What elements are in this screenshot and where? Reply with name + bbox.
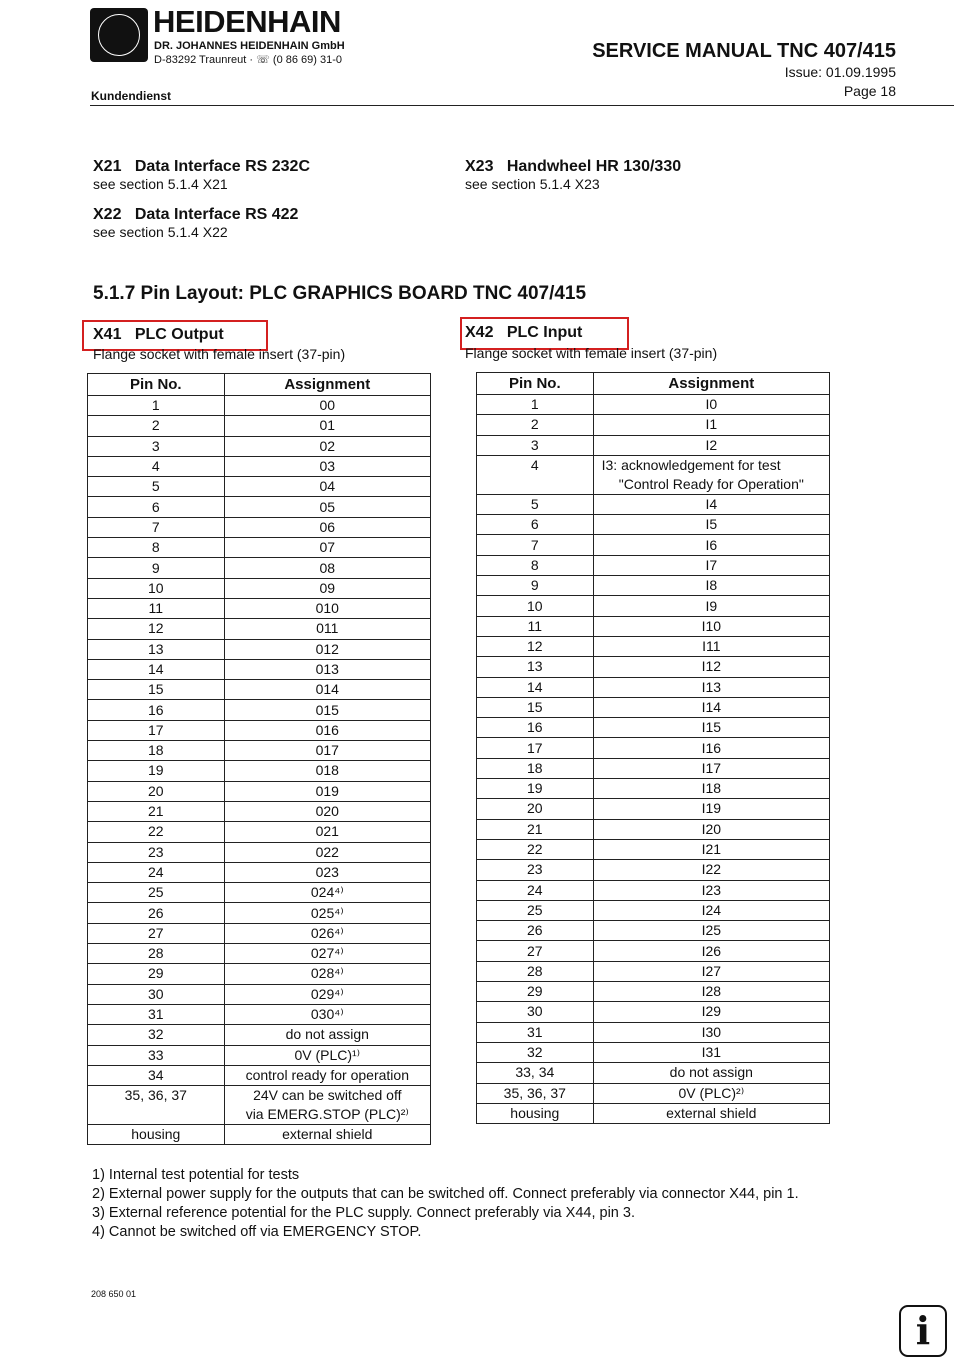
table-row <box>88 680 431 700</box>
assignment-cell: I21 <box>593 839 829 859</box>
table-row <box>88 1045 431 1065</box>
brand-name: HEIDENHAIN <box>153 4 341 39</box>
table-row <box>88 538 431 558</box>
table-row <box>88 822 431 842</box>
table-row <box>88 700 431 720</box>
table-row <box>88 903 431 923</box>
manual-title: SERVICE MANUAL TNC 407/415 <box>592 40 896 62</box>
assignment-cell: I12 <box>593 657 829 677</box>
issue-date: Issue: 01.09.1995 <box>784 64 896 80</box>
table-row <box>477 1022 830 1042</box>
table-row <box>88 741 431 761</box>
assignment-cell: 019 <box>224 781 430 801</box>
pin-cell: 5 <box>88 477 225 497</box>
assignment-cell: I27 <box>593 961 829 981</box>
pin-cell: 35, 36, 37 <box>477 1083 594 1103</box>
table-row <box>88 578 431 598</box>
table-row <box>88 1065 431 1085</box>
table-row <box>88 517 431 537</box>
pin-cell: 27 <box>88 923 225 943</box>
table-row <box>88 1086 431 1125</box>
table-row <box>477 494 830 514</box>
table-row <box>477 576 830 596</box>
table-row <box>477 555 830 575</box>
pin-cell: 11 <box>477 616 594 636</box>
pin-cell: 28 <box>477 961 594 981</box>
table-row <box>477 1042 830 1062</box>
table-row <box>477 596 830 616</box>
assignment-cell: I19 <box>593 799 829 819</box>
pin-cell: 24 <box>477 880 594 900</box>
interface-title: Data Interface RS 232C <box>134 158 310 175</box>
assignment-cell: 017 <box>224 741 430 761</box>
pin-cell: 4 <box>477 455 594 494</box>
table-row <box>88 883 431 903</box>
assignment-cell: do not assign <box>224 1025 430 1045</box>
pin-cell: 22 <box>477 839 594 859</box>
pin-cell: 19 <box>88 761 225 781</box>
pin-cell: 21 <box>477 819 594 839</box>
pin-cell: 30 <box>477 1002 594 1022</box>
table-row <box>477 1063 830 1083</box>
assignment-cell: 029⁴⁾ <box>224 984 430 1004</box>
assignment-cell: do not assign <box>593 1063 829 1083</box>
assignment-cell: I31 <box>593 1042 829 1062</box>
x41-code: X41 <box>93 326 122 343</box>
table-row <box>477 718 830 738</box>
x42-description: Flange socket with female insert (37-pin) <box>465 345 718 361</box>
x42-code: X42 <box>465 324 494 341</box>
assignment-cell: 014 <box>224 680 430 700</box>
assignment-cell: I9 <box>593 596 829 616</box>
assignment-cell: I28 <box>593 982 829 1002</box>
table-row <box>477 961 830 981</box>
table-row <box>477 1002 830 1022</box>
pin-cell: 30 <box>88 984 225 1004</box>
pin-cell: 14 <box>88 659 225 679</box>
assignment-cell: 011 <box>224 619 430 639</box>
assignment-cell: I1 <box>593 415 829 435</box>
interface-code: X23 <box>465 158 494 175</box>
table-row <box>88 944 431 964</box>
pin-cell: 14 <box>477 677 594 697</box>
assignment-cell: 09 <box>224 578 430 598</box>
pin-cell: 35, 36, 37 <box>88 1086 225 1125</box>
pin-cell: 3 <box>88 436 225 456</box>
pin-cell: 13 <box>477 657 594 677</box>
assignment-cell: 022 <box>224 842 430 862</box>
pin-cell: 24 <box>88 862 225 882</box>
pin-cell: 23 <box>88 842 225 862</box>
table-row <box>477 982 830 1002</box>
table-row <box>477 535 830 555</box>
pin-no-header: Pin No. <box>88 374 225 396</box>
table-row <box>477 657 830 677</box>
table-row <box>88 598 431 618</box>
assignment-cell: 027⁴⁾ <box>224 944 430 964</box>
table-row <box>477 941 830 961</box>
table-header-row <box>477 373 830 395</box>
pin-cell: 31 <box>477 1022 594 1042</box>
pin-cell: 33, 34 <box>477 1063 594 1083</box>
table-row <box>88 558 431 578</box>
pin-cell: housing <box>88 1125 225 1145</box>
table-row <box>88 477 431 497</box>
assignment-line: I3: acknowledgement for test <box>601 456 781 473</box>
pin-cell: 12 <box>88 619 225 639</box>
x42-name: PLC Input <box>506 324 583 341</box>
assignment-cell: I26 <box>593 941 829 961</box>
pin-cell: 3 <box>477 435 594 455</box>
assignment-cell <box>593 455 829 494</box>
assignment-cell: 01 <box>224 416 430 436</box>
pin-cell: 7 <box>477 535 594 555</box>
table-row <box>88 456 431 476</box>
info-icon <box>899 1305 947 1357</box>
pin-cell: 9 <box>88 558 225 578</box>
assignment-cell: external shield <box>224 1125 430 1145</box>
table-row <box>477 900 830 920</box>
table-row <box>477 455 830 494</box>
assignment-cell: external shield <box>593 1103 829 1123</box>
assignment-cell: I30 <box>593 1022 829 1042</box>
assignment-cell: 0V (PLC)²⁾ <box>593 1083 829 1103</box>
interface-x23 <box>465 158 681 192</box>
table-row <box>88 497 431 517</box>
pin-cell: 8 <box>477 555 594 575</box>
pin-cell: 27 <box>477 941 594 961</box>
pin-cell: 19 <box>477 779 594 799</box>
pin-cell: 21 <box>88 801 225 821</box>
pin-cell: 31 <box>88 1004 225 1024</box>
assignment-cell: control ready for operation <box>224 1065 430 1085</box>
interface-code: X22 <box>93 206 122 223</box>
assignment-cell: I11 <box>593 636 829 656</box>
table-row <box>477 839 830 859</box>
assignment-cell: I7 <box>593 555 829 575</box>
assignment-cell: 0V (PLC)¹⁾ <box>224 1045 430 1065</box>
table-row <box>477 921 830 941</box>
interface-code: X21 <box>93 158 122 175</box>
assignment-cell: 04 <box>224 477 430 497</box>
pin-cell: 28 <box>88 944 225 964</box>
interface-x21 <box>93 158 310 192</box>
assignment-cell: I24 <box>593 900 829 920</box>
assignment-cell: I16 <box>593 738 829 758</box>
table-row <box>477 435 830 455</box>
table-row <box>477 515 830 535</box>
pin-cell: 7 <box>88 517 225 537</box>
section-heading: 5.1.7 Pin Layout: PLC GRAPHICS BOARD TNC 407/415 <box>93 283 587 304</box>
table-row <box>477 880 830 900</box>
assignment-cell: I13 <box>593 677 829 697</box>
interface-ref: see section 5.1.4 X23 <box>465 176 600 192</box>
assignment-header: Assignment <box>593 373 829 395</box>
table-row <box>477 395 830 415</box>
assignment-cell: 025⁴⁾ <box>224 903 430 923</box>
pin-cell: 6 <box>477 515 594 535</box>
assignment-cell: 012 <box>224 639 430 659</box>
footnote-1: 1) Internal test potential for tests <box>92 1167 300 1183</box>
table-row <box>88 436 431 456</box>
pin-cell: 6 <box>88 497 225 517</box>
table-row <box>88 1025 431 1045</box>
table-row <box>88 842 431 862</box>
assignment-cell: 02 <box>224 436 430 456</box>
x41-label <box>93 326 224 344</box>
assignment-cell: 021 <box>224 822 430 842</box>
table-row <box>88 720 431 740</box>
page-number: Page 18 <box>843 83 896 99</box>
pin-cell: 9 <box>477 576 594 596</box>
assignment-cell: I8 <box>593 576 829 596</box>
table-row <box>477 415 830 435</box>
pin-cell: 23 <box>477 860 594 880</box>
pin-cell: 20 <box>88 781 225 801</box>
table-row <box>88 619 431 639</box>
table-header-row <box>88 374 431 396</box>
assignment-cell: 08 <box>224 558 430 578</box>
pin-cell: 16 <box>477 718 594 738</box>
pin-no-header: Pin No. <box>477 373 594 395</box>
table-row <box>88 801 431 821</box>
assignment-cell: I6 <box>593 535 829 555</box>
table-row <box>477 758 830 778</box>
assignment-cell: I18 <box>593 779 829 799</box>
assignment-cell <box>224 1086 430 1125</box>
assignment-cell: 015 <box>224 700 430 720</box>
document-number: 208 650 01 <box>91 1289 137 1299</box>
assignment-cell: I5 <box>593 515 829 535</box>
assignment-cell: 010 <box>224 598 430 618</box>
assignment-line: via EMERG.STOP (PLC)²⁾ <box>245 1106 409 1123</box>
assignment-cell: I22 <box>593 860 829 880</box>
table-row <box>88 659 431 679</box>
assignment-cell: 030⁴⁾ <box>224 1004 430 1024</box>
table-row <box>88 396 431 416</box>
assignment-cell: 023 <box>224 862 430 882</box>
pin-cell: 17 <box>88 720 225 740</box>
pin-cell: 2 <box>88 416 225 436</box>
table-row <box>477 860 830 880</box>
pin-cell: 25 <box>477 900 594 920</box>
assignment-cell: I2 <box>593 435 829 455</box>
assignment-cell: 020 <box>224 801 430 821</box>
header-divider <box>90 105 954 106</box>
table-row <box>88 984 431 1004</box>
company-address: D-83292 Traunreut · ☏ (0 86 69) 31-0 <box>154 54 343 66</box>
pin-cell: 29 <box>477 982 594 1002</box>
table-row <box>477 697 830 717</box>
table-row <box>477 636 830 656</box>
footnote-4: 4) Cannot be switched off via EMERGENCY STOP. <box>92 1224 422 1240</box>
table-row <box>477 616 830 636</box>
assignment-cell: 028⁴⁾ <box>224 964 430 984</box>
pin-cell: housing <box>477 1103 594 1123</box>
pin-cell: 5 <box>477 494 594 514</box>
assignment-line: "Control Ready for Operation" <box>618 475 804 492</box>
pin-cell: 10 <box>88 578 225 598</box>
pin-cell: 29 <box>88 964 225 984</box>
pin-cell: 25 <box>88 883 225 903</box>
table-row <box>88 761 431 781</box>
pin-cell: 33 <box>88 1045 225 1065</box>
pin-cell: 17 <box>477 738 594 758</box>
assignment-cell: 03 <box>224 456 430 476</box>
assignment-cell: I14 <box>593 697 829 717</box>
table-row <box>88 639 431 659</box>
footnote-2: 2) External power supply for the outputs that can be switched off. Connect preferably via connector X44, pin 1. <box>92 1186 799 1202</box>
x41-pin-table <box>87 373 431 1145</box>
pin-cell: 16 <box>88 700 225 720</box>
interface-x22 <box>93 206 298 240</box>
heidenhain-logo <box>90 8 148 62</box>
pin-cell: 15 <box>477 697 594 717</box>
pin-cell: 22 <box>88 822 225 842</box>
pin-cell: 8 <box>88 538 225 558</box>
assignment-cell: 018 <box>224 761 430 781</box>
table-row <box>88 781 431 801</box>
pin-cell: 13 <box>88 639 225 659</box>
company-name: DR. JOHANNES HEIDENHAIN GmbH <box>154 40 345 52</box>
pin-cell: 32 <box>88 1025 225 1045</box>
assignment-cell: I15 <box>593 718 829 738</box>
assignment-cell: I4 <box>593 494 829 514</box>
table-row <box>477 819 830 839</box>
assignment-cell: I10 <box>593 616 829 636</box>
table-row <box>477 738 830 758</box>
assignment-cell: 026⁴⁾ <box>224 923 430 943</box>
pin-cell: 26 <box>477 921 594 941</box>
assignment-cell: I25 <box>593 921 829 941</box>
assignment-cell: 024⁴⁾ <box>224 883 430 903</box>
assignment-line: 24V can be switched off <box>253 1087 402 1104</box>
pin-cell: 26 <box>88 903 225 923</box>
table-row <box>88 964 431 984</box>
assignment-cell: 06 <box>224 517 430 537</box>
assignment-cell: 016 <box>224 720 430 740</box>
pin-cell: 4 <box>88 456 225 476</box>
assignment-cell: I20 <box>593 819 829 839</box>
table-row <box>88 862 431 882</box>
info-glyph: i <box>915 1308 931 1353</box>
pin-cell: 34 <box>88 1065 225 1085</box>
assignment-cell: 07 <box>224 538 430 558</box>
assignment-cell: 013 <box>224 659 430 679</box>
department-label: Kundendienst <box>91 89 171 103</box>
assignment-header: Assignment <box>224 374 430 396</box>
x42-label <box>465 324 582 342</box>
pin-cell: 11 <box>88 598 225 618</box>
pin-cell: 1 <box>477 395 594 415</box>
table-row <box>88 1125 431 1145</box>
pin-cell: 2 <box>477 415 594 435</box>
x41-name: PLC Output <box>134 326 224 343</box>
table-row <box>88 923 431 943</box>
footnote-3: 3) External reference potential for the PLC supply. Connect preferably via X44, pin 3. <box>92 1205 635 1221</box>
logo-emblem-icon <box>98 14 140 56</box>
interface-ref: see section 5.1.4 X22 <box>93 224 228 240</box>
interface-ref: see section 5.1.4 X21 <box>93 176 228 192</box>
assignment-cell: 00 <box>224 396 430 416</box>
table-row <box>88 1004 431 1024</box>
x41-description: Flange socket with female insert (37-pin) <box>93 346 346 362</box>
table-row <box>477 799 830 819</box>
table-row <box>477 677 830 697</box>
table-row <box>477 1083 830 1103</box>
assignment-cell: 05 <box>224 497 430 517</box>
table-row <box>477 1103 830 1123</box>
assignment-cell: I23 <box>593 880 829 900</box>
pin-cell: 20 <box>477 799 594 819</box>
assignment-cell: I17 <box>593 758 829 778</box>
pin-cell: 1 <box>88 396 225 416</box>
pin-cell: 12 <box>477 636 594 656</box>
pin-cell: 10 <box>477 596 594 616</box>
interface-title: Handwheel HR 130/330 <box>506 158 682 175</box>
assignment-cell: I0 <box>593 395 829 415</box>
assignment-cell: I29 <box>593 1002 829 1022</box>
pin-cell: 32 <box>477 1042 594 1062</box>
interface-title: Data Interface RS 422 <box>134 206 299 223</box>
table-row <box>88 416 431 436</box>
pin-cell: 15 <box>88 680 225 700</box>
table-row <box>477 779 830 799</box>
pin-cell: 18 <box>477 758 594 778</box>
pin-cell: 18 <box>88 741 225 761</box>
x42-pin-table <box>476 372 830 1124</box>
